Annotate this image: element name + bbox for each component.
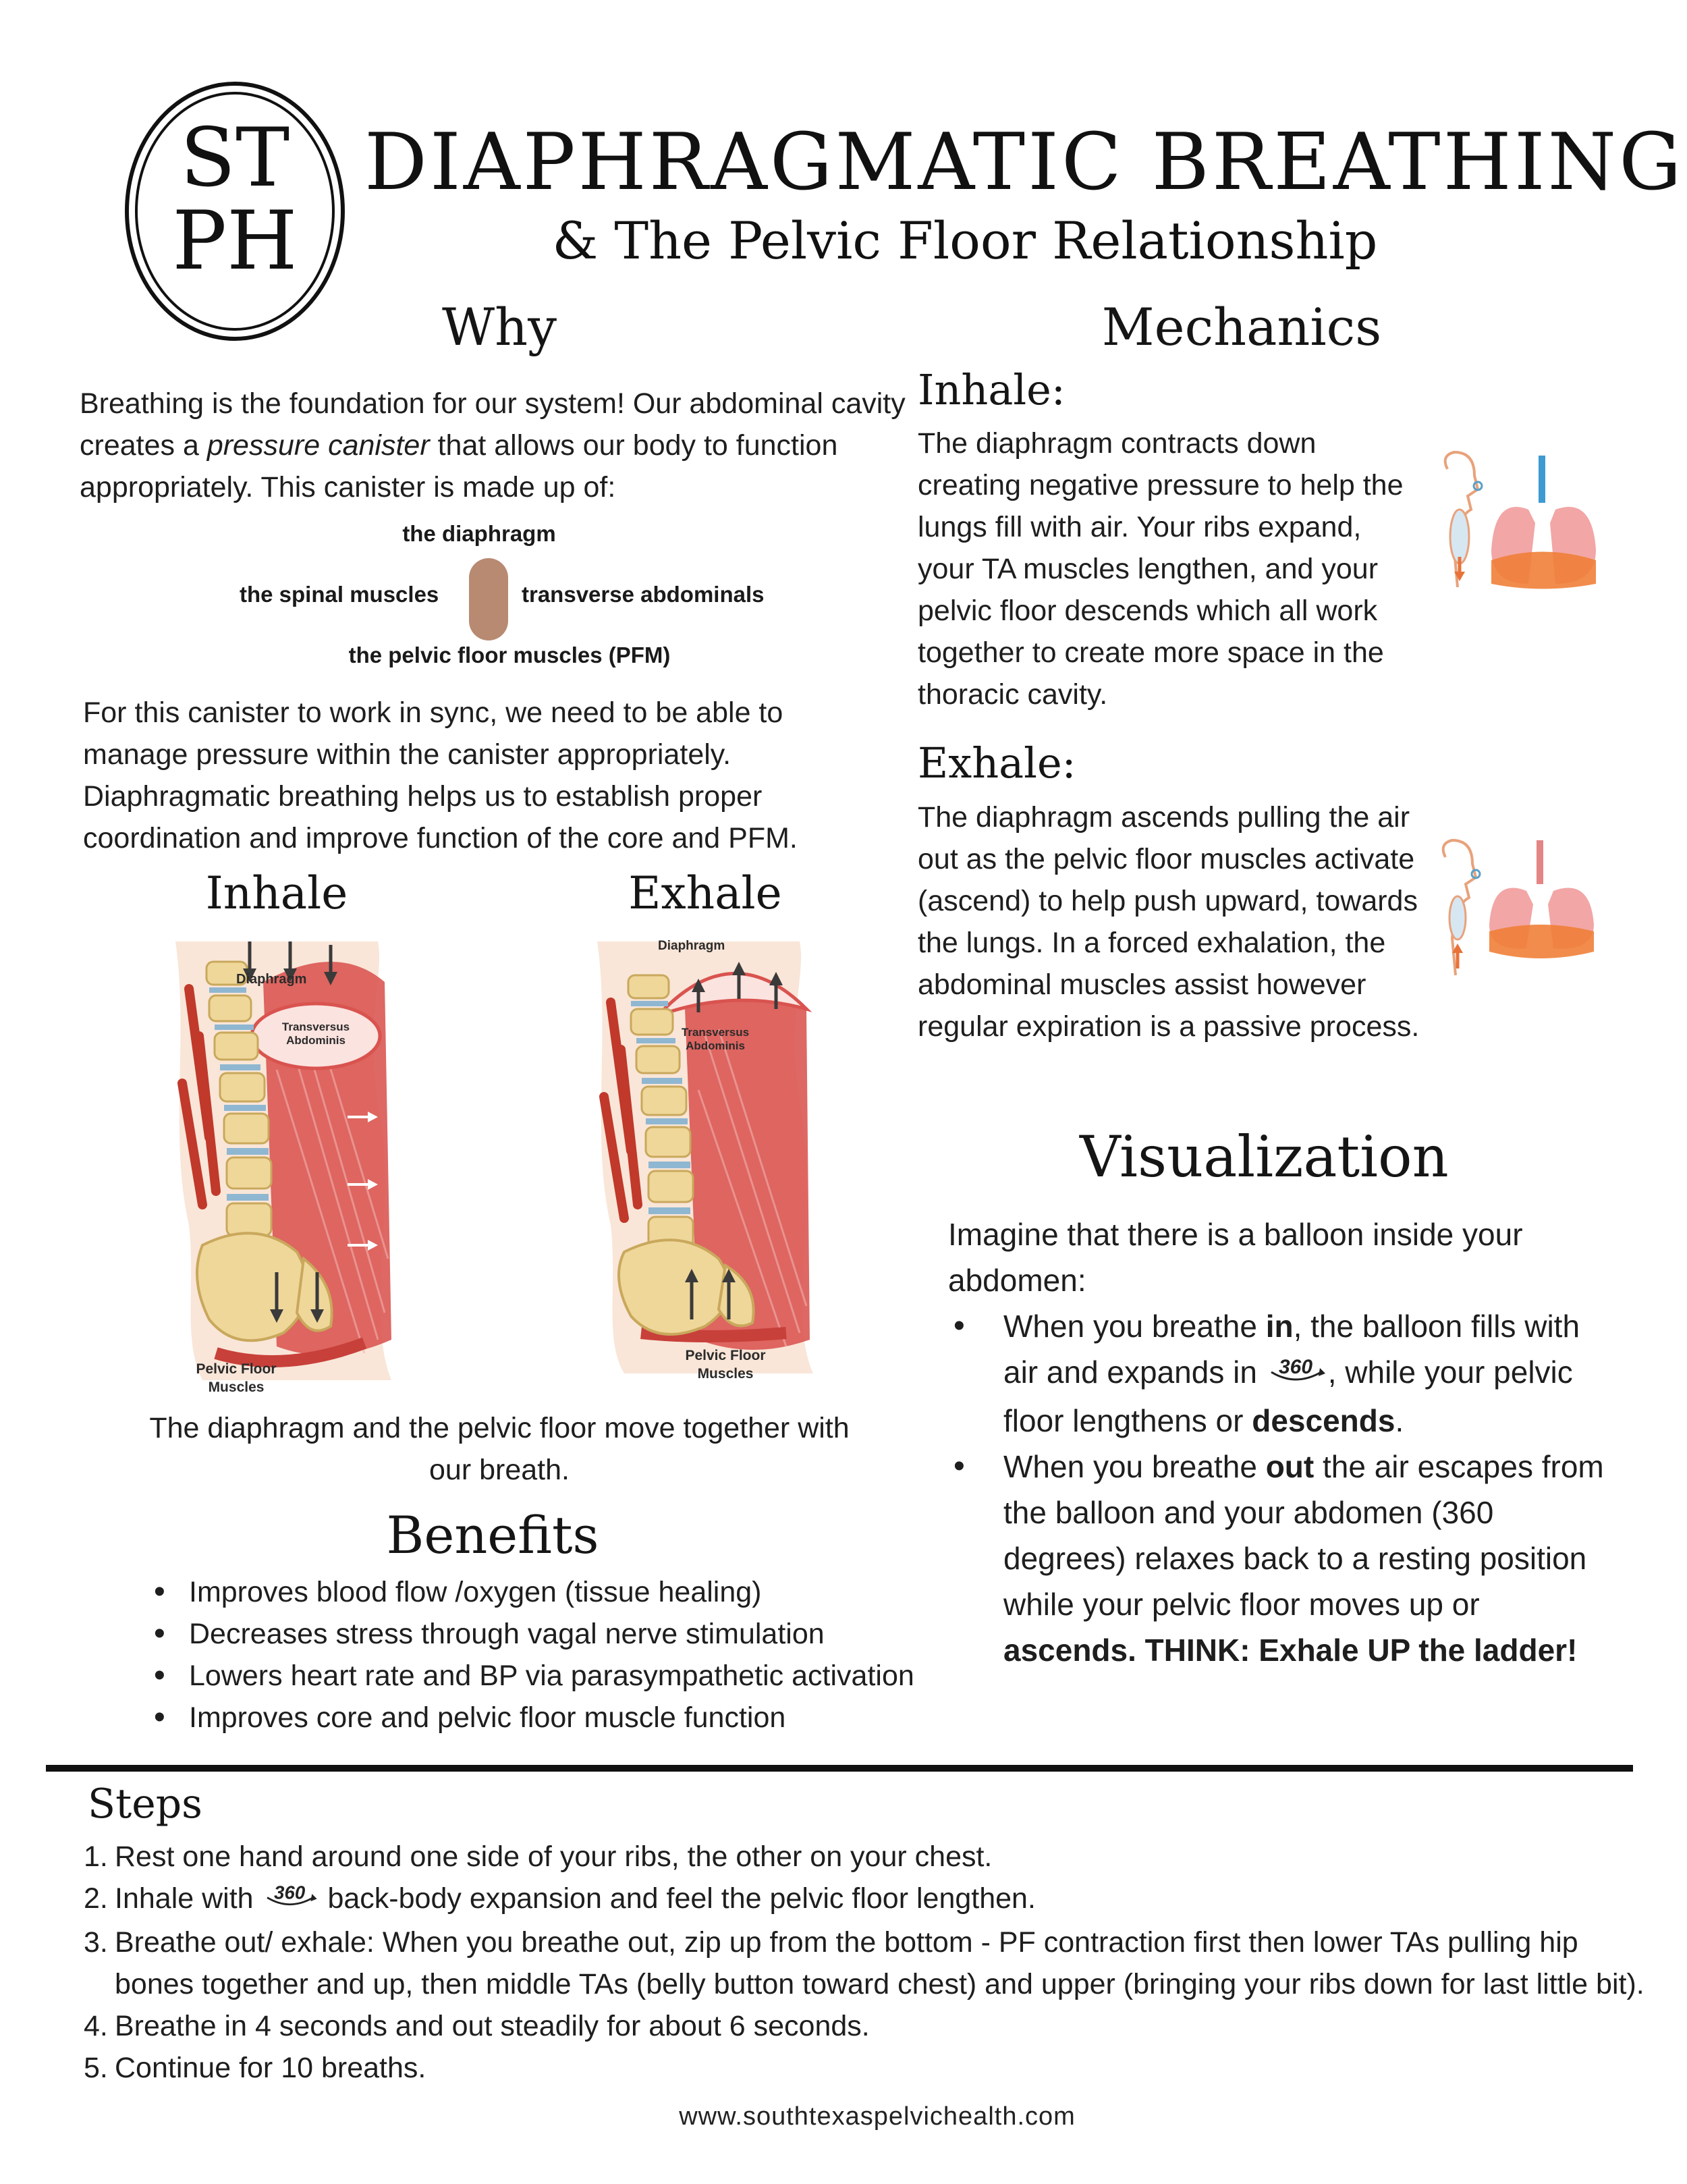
footer-url[interactable]: www.southtexaspelvichealth.com: [679, 2102, 1076, 2131]
visualization-heading: Visualization: [1080, 1124, 1449, 1190]
list-item: • Improves core and pelvic floor muscle function: [148, 1697, 992, 1739]
list-item: [84, 1878, 1656, 1921]
mechanics-inhale-heading: Inhale:: [918, 365, 1066, 414]
visualization-bullet-exhale: [948, 1444, 1609, 1673]
rotate-360-icon: [1266, 1352, 1328, 1398]
list-item: [84, 2047, 1656, 2089]
canister-top-label: the diaphragm: [402, 521, 556, 546]
text: , the balloon fills with air and expands in: [1003, 1309, 1580, 1390]
why-intro: [80, 383, 906, 508]
canister-right-label: transverse abdominals: [522, 582, 765, 607]
logo: [123, 80, 346, 343]
why-intro-italic: pressure canister: [206, 429, 430, 462]
canister-bottom-label: the pelvic floor muscles (PFM): [348, 643, 671, 667]
why-intro-text-end: that allows our body to function appropriately. This canister is made up of:: [80, 429, 838, 503]
step-number: 2.: [84, 1882, 108, 1915]
benefits-list: [148, 1571, 992, 1739]
step-text: Continue for 10 breaths.: [115, 2052, 426, 2085]
exhale-pf-label-1: Pelvic Floor: [685, 1348, 766, 1363]
logo-line-1: ST: [179, 111, 290, 205]
text: .: [1395, 1402, 1404, 1438]
steps-list: [84, 1836, 1656, 2089]
exhale-diaphragm-label: Diaphragm: [658, 939, 725, 953]
step-text: Breathe in 4 seconds and out steadily for about 6 seconds.: [115, 2010, 870, 2043]
bold-text: ascends. THINK: Exhale UP the ladder!: [1003, 1632, 1578, 1668]
mechanics-exhale-text: The diaphragm ascends pulling the air out as the pelvic floor muscles activate (ascend) to help push upward, towards the lungs. In a forced exhalation, the abdominal muscles assist however regular expiration is a passive process.: [918, 801, 1420, 1043]
inhale-ta-label-2: Abdominis: [286, 1034, 345, 1047]
why-heading: Why: [442, 297, 557, 357]
list-item: • Improves blood flow /oxygen (tissue healing): [148, 1571, 992, 1613]
section-divider: [46, 1765, 1633, 1772]
step-number: 3.: [84, 1926, 108, 1959]
step-text: back-body expansion and feel the pelvic floor lengthen.: [319, 1882, 1036, 1915]
inhale-ta-label-1: Transversus: [281, 1020, 350, 1033]
benefits-heading: Benefits: [386, 1505, 599, 1565]
bold-text: in: [1265, 1309, 1294, 1344]
visualization-intro: Imagine that there is a balloon inside your abdomen:: [948, 1217, 1523, 1298]
step-text: Breathe out/ exhale: When you breathe out, zip up from the bottom - PF contraction first then lower TAs pulling hip bones together and up, then middle TAs (belly button toward chest) and upper (bringing your ribs down for last little bit).: [115, 1926, 1644, 2001]
steps-heading: Steps: [88, 1780, 202, 1828]
step-number: 1.: [84, 1840, 108, 1873]
text: When you breathe: [1003, 1448, 1266, 1484]
inhale-pf-label-2: Muscles: [208, 1380, 265, 1395]
inhale-pf-label-1: Pelvic Floor: [196, 1361, 277, 1377]
text: When you breathe: [1003, 1309, 1266, 1344]
exhale-pf-label-2: Muscles: [697, 1366, 754, 1382]
canister-shape: [469, 558, 508, 640]
list-item: [84, 1836, 1656, 1878]
text: the air escapes from the balloon and your abdomen (360 degrees) relaxes back to a resting position while your pelvic floor moves up or: [1003, 1448, 1604, 1622]
bold-text: descends: [1252, 1402, 1395, 1438]
mechanics-heading: Mechanics: [1101, 297, 1382, 357]
list-item: • Decreases stress through vagal nerve stimulation: [148, 1613, 992, 1655]
step-number: 4.: [84, 2010, 108, 2043]
visualization-text: [948, 1211, 1609, 1673]
rotate-360-icon-text: 360: [1278, 1355, 1312, 1378]
list-item: • Lowers heart rate and BP via parasympathetic activation: [148, 1655, 992, 1697]
why-sync-text: For this canister to work in sync, we need to be able to manage pressure within the canister appropriately. Diaphragmatic breathing helps us to establish proper coordination and improve function of the core and PFM.: [83, 697, 798, 854]
exhale-anatomy-illustration: [584, 935, 833, 1387]
inhale-diaphragm-label: Diaphragm: [236, 972, 307, 987]
step-number: 5.: [84, 2052, 108, 2085]
exhale-ta-label-2: Abdominis: [686, 1039, 745, 1052]
list-item: [84, 2005, 1656, 2047]
mechanics-inhale-text: The diaphragm contracts down creating negative pressure to help the lungs fill with air. Your ribs expand, your TA muscles lengthen, and your pelvic floor descends which all work together to create more space in the thoracic cavity.: [918, 427, 1404, 711]
anatomy-inhale-heading: Inhale: [205, 867, 348, 919]
inhale-lungs-illustration: [1427, 449, 1603, 594]
step-text: Inhale with: [115, 1882, 262, 1915]
exhale-ta-label-1: Transversus: [681, 1026, 750, 1039]
anatomy-caption: The diaphragm and the pelvic floor move together with our breath.: [149, 1412, 850, 1486]
why-intro-text: Breathing is the foundation for our system! Our abdominal cavity creates a: [80, 387, 906, 462]
list-item: [84, 1921, 1656, 2005]
rotate-360-icon: [262, 1879, 320, 1921]
visualization-bullet-inhale: [948, 1303, 1609, 1444]
bold-text: out: [1265, 1448, 1315, 1484]
text: , while your pelvic floor lengthens or: [1003, 1355, 1573, 1438]
rotate-360-icon-text: 360: [273, 1882, 305, 1903]
mechanics-exhale-heading: Exhale:: [918, 738, 1076, 788]
inhale-anatomy-illustration: [162, 935, 412, 1400]
anatomy-exhale-heading: Exhale: [628, 867, 782, 919]
exhale-lungs-illustration: [1425, 837, 1601, 982]
page-title: DIAPHRAGMATIC BREATHING: [364, 117, 1684, 208]
page-subtitle: & The Pelvic Floor Relationship: [552, 211, 1378, 271]
canister-left-label: the spinal muscles: [240, 582, 439, 607]
logo-line-2: PH: [172, 194, 298, 288]
step-text: Rest one hand around one side of your ribs, the other on your chest.: [115, 1840, 993, 1873]
